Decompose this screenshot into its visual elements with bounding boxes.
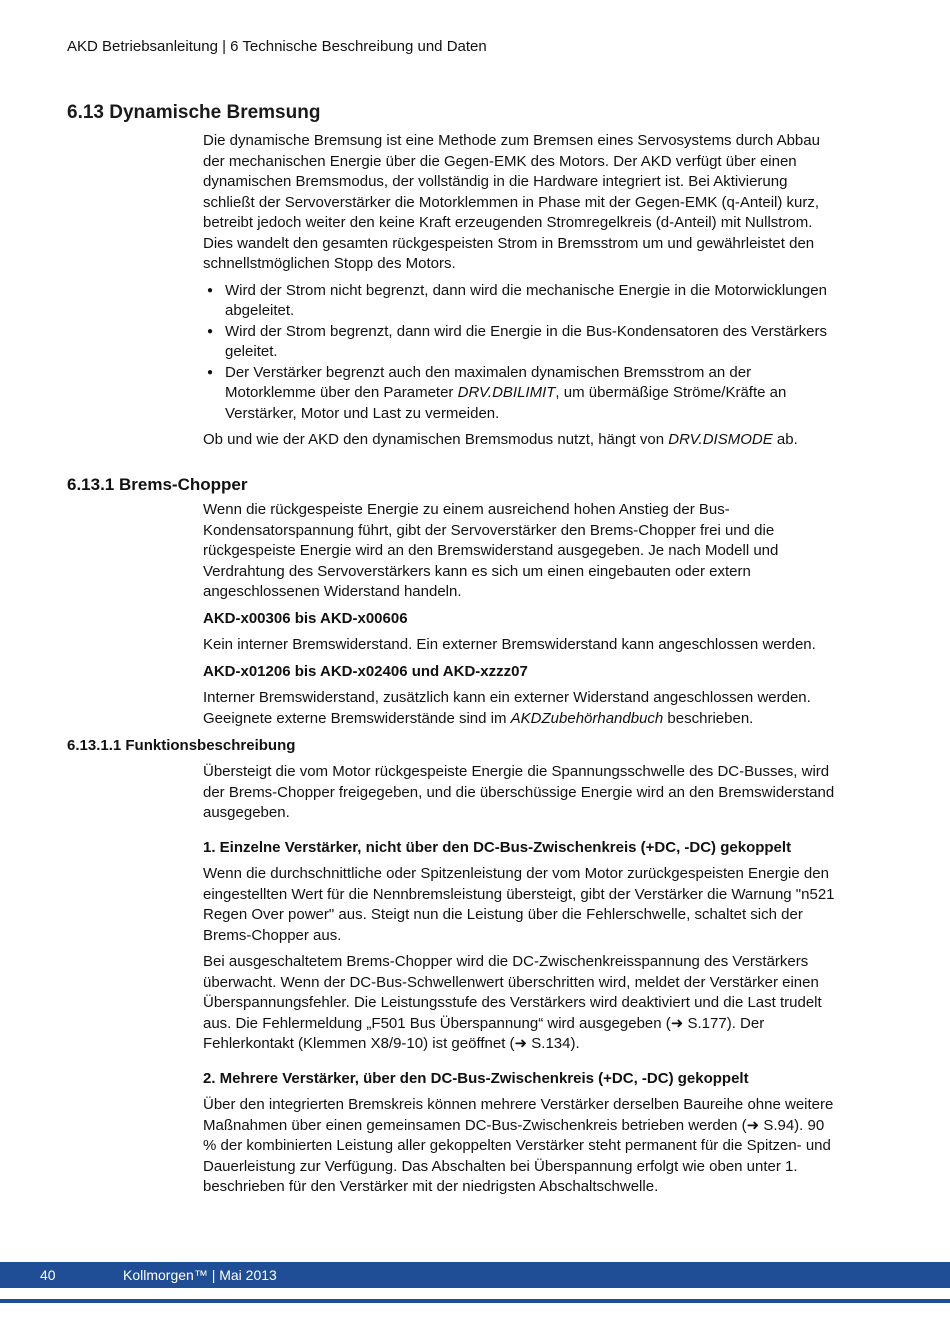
- footer-text: Kollmorgen™ | Mai 2013: [123, 1267, 277, 1283]
- step1-paragraph: Wenn die durchschnittliche oder Spitzenleistung der vom Motor zurückgespeisten Energie den eingestellten Wert für die Nennbremsleistung übersteigt, gibt der Verstärker die Warnung "n521 Regen Over power" aus. Steigt nun die Leistung über die Fehlerschwelle, schaltet sich der Brems-Chopper aus.: [203, 865, 835, 944]
- running-header: AKD Betriebsanleitung | 6 Technische Beschreibung und Daten: [67, 38, 487, 55]
- subsubsection-body: [203, 762, 839, 1204]
- step1-paragraph: Bei ausgeschaltetem Brems-Chopper wird die DC-Zwischenkreisspannung des Verstärkers überwacht. Wenn der DC-Bus-Schwellenwert überschritten wird, meldet der Verstärker einen Überspannungsfehler. Die Leistungsstufe des Verstärkers wird deaktiviert und die Last trudelt aus. Die Fehlermeldung „F501 Bus Überspannung“ wird ausgegeben (➜ S.177). Der Fehlerkontakt (Klemmen X8/9-10) ist geöffnet (➜ S.134).: [203, 953, 822, 1052]
- manual-reference: AKDZubehörhandbuch: [510, 709, 664, 727]
- model1-heading: AKD-x00306 bis AKD-x00606: [203, 609, 408, 627]
- subsubsection-intro: Übersteigt die vom Motor rückgespeiste Energie die Spannungsschwelle des DC-Busses, wird der Brems-Chopper freigegeben, und die überschüssige Energie wird an den Bremswiderstand ausgegeben.: [203, 763, 835, 821]
- model1-text: Kein interner Bremswiderstand. Ein externer Bremswiderstand kann angeschlossen werden.: [203, 636, 816, 653]
- subsubsection-title: 6.13.1.1 Funktionsbeschreibung: [67, 737, 296, 754]
- parameter-name: DRV.DISMODE: [668, 431, 773, 448]
- step1-heading: 1. Einzelne Verstärker, nicht über den DC-Bus-Zwischenkreis (+DC, -DC) gekoppelt: [203, 838, 792, 856]
- section-title: 6.13 Dynamische Bremsung: [67, 102, 321, 123]
- section-intro: Die dynamische Bremsung ist eine Methode zum Bremsen eines Servosystems durch Abbau der mechanischen Energie über die Gegen-EMK des Motors. Der AKD verfügt über einen dynamischen Bremsmodus, der vollständig in die Hardware integriert ist. Bei Aktivierung schließt der Servoverstärker die Motorklemmen in Phase mit der Gegen-EMK (q-Anteil) kurz, betreibt jedoch weiter den keine Kraft erzeugenden Stromregelkreis (d-Anteil) mit Nullstrom. Dies wandelt den gesamten rückgespeisten Strom in Bremsstrom um und gewährleistet den schnellstmöglichen Stopp des Motors.: [203, 132, 820, 272]
- step2-heading: 2. Mehrere Verstärker, über den DC-Bus-Zwischenkreis (+DC, -DC) gekoppelt: [203, 1069, 749, 1087]
- note-text: beschrieben.: [663, 709, 754, 727]
- bullet-item: ● Wird der Strom nicht begrenzt, dann wird die mechanische Energie in die Motorwicklungen abgeleitet.: [203, 281, 839, 322]
- closing-text: Ob und wie der AKD den dynamischen Bremsmodus nutzt, hängt von: [203, 431, 669, 448]
- section-closing: [203, 430, 839, 451]
- subsection-title: 6.13.1 Brems-Chopper: [67, 475, 248, 494]
- bullet-text: Der Verstärker begrenzt auch den maximalen dynamischen Bremsstrom an der Motorklemme über den Parameter: [225, 363, 752, 401]
- model2-text: Interner Bremswiderstand, zusätzlich kann ein externer Widerstand angeschlossen werden.: [203, 689, 811, 706]
- bullet-text: , um übermäßige Ströme/Kräfte an Verstärker, Motor und Last zu vermeiden.: [225, 384, 787, 422]
- section-body: [203, 131, 839, 457]
- step2-paragraph: Über den integrierten Bremskreis können mehrere Verstärker derselben Baureihe ohne weitere Maßnahmen über einen gemeinsamen DC-Bus-Zwischenkreis betrieben werden (➜ S.94). 90 % der kombinierten Leistung aller gekoppelten Verstärker steht permanent für die Spitzen- und Dauerleistung zur Verfügung. Das Abschalten bei Überspannung erfolgt wie oben unter 1. beschrieben für den Verstärker mit der niedrigsten Abschaltschwelle.: [203, 1096, 834, 1195]
- model2-heading: AKD-x01206 bis AKD-x02406 und AKD-xzzz07: [203, 662, 528, 680]
- page-number: 40: [40, 1267, 56, 1283]
- note-text: Geeignete externe Bremswiderstände sind im: [203, 709, 511, 727]
- bullet-item: ● Wird der Strom begrenzt, dann wird die Energie in die Bus-Kondensatoren des Verstärkers geleitet.: [203, 322, 839, 363]
- closing-text: ab.: [772, 431, 798, 448]
- parameter-name: DRV.DBILIMIT: [457, 384, 556, 401]
- bullet-item: [203, 363, 839, 425]
- section-bullets: [203, 281, 839, 425]
- subsection-body: [203, 500, 839, 735]
- footer-rule: [0, 1299, 950, 1303]
- model2-note: [203, 709, 839, 730]
- subsection-intro: Wenn die rückgespeiste Energie zu einem ausreichend hohen Anstieg der Bus-Kondensatorspannung führt, gibt der Servoverstärker den Brems-Chopper frei und die rückgespeiste Energie wird an den Bremswiderstand ausgegeben. Je nach Modell und Verdrahtung des Servoverstärkers kann es sich um einen eingebauten oder extern angeschlossenen Widerstand handeln.: [203, 501, 779, 600]
